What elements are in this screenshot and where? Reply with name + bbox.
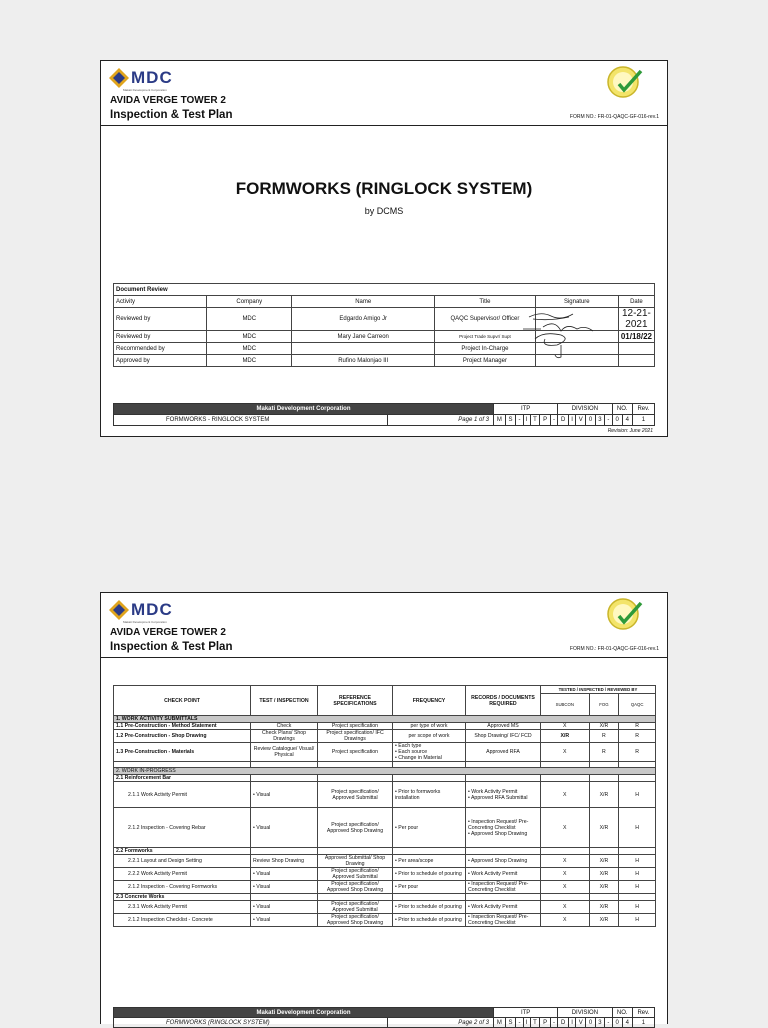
code-char: - [516,415,523,426]
code-char: - [550,415,557,426]
code-char: 3 [595,415,604,426]
qaqc: H [619,881,656,894]
code-char: 0 [612,415,622,426]
revision-note: Revision: June 2021 [607,428,653,434]
subcon: X [541,868,590,881]
th-qaqc: QAQC [619,693,656,716]
section-header: 1. WORK ACTIVITY SUBMITTALS [114,716,656,723]
code-char: 4 [622,1018,632,1028]
review-company: MDC [207,308,292,331]
col-title: Title [435,296,536,308]
code-char: 0 [586,1018,595,1028]
th-test: TEST / INSPECTION [251,686,318,716]
subcon: X [541,723,590,730]
code-char: 3 [595,1018,604,1028]
code-char: I [523,1018,530,1028]
document-page-2 [100,592,668,1024]
footer-itp-label: ITP [494,404,558,415]
footer-corp: Makati Development Corporation [114,404,494,415]
code-char: D [558,415,569,426]
document-title: FORMWORKS (RINGLOCK SYSTEM) [235,179,533,198]
records: Approved RFA [466,743,541,762]
record-item: • Work Activity Permit [468,788,518,795]
document-type: Inspection & Test Plan [110,109,233,121]
review-title: Project In-Charge [435,343,536,355]
qaqc: H [619,855,656,868]
frequency-item: • Each type [395,743,422,749]
footer-table [113,403,655,426]
logo-subtext: Makati Development Corporation [123,88,167,92]
review-name: Edgardo Amigo Jr [292,308,435,331]
footer-division-label: DIVISION [558,1008,612,1018]
header-divider [101,657,667,658]
col-name: Name [292,296,435,308]
code-char: I [569,1018,576,1028]
reference: Project specification/ IFC Drawings [318,730,393,743]
records: • Work Activity Permit [466,868,541,881]
logo-text: MDC [131,68,173,87]
frequency-item: • Change in Material [395,755,442,761]
review-title: Project Trade Supvr/ Supt [435,331,536,343]
col-company: Company [207,296,292,308]
test: • Visual [251,868,318,881]
document-page-1 [100,60,668,437]
review-date [618,343,654,355]
table-row [114,730,656,743]
handwritten-signatures [521,309,601,359]
code-char: 0 [612,1018,622,1028]
subcon: X [541,855,590,868]
footer-page: Page 1 of 3 [388,415,494,426]
qaqc: R [619,743,656,762]
review-activity: Reviewed by [114,331,207,343]
review-date: 12-21-2021 [618,308,654,331]
frequency: • Prior to schedule of pouring [393,868,466,881]
records: • Approved Shop Drawing [466,855,541,868]
review-name: Rufino Malonjao III [292,355,435,367]
test: • Visual [251,782,318,808]
review-title: QAQC Supervisor/ Officer [435,308,536,331]
footer-itp-label: ITP [494,1008,558,1018]
project-name: AVIDA VERGE TOWER 2 [110,95,226,106]
document-type: Inspection & Test Plan [110,641,233,653]
footer-no-label: NO. [612,404,632,415]
record-item: • Inspection Request/ Pre-Concreting Checklist [468,818,529,831]
test: • Visual [251,808,318,848]
footer-doc-name: FORMWORKS - RINGLOCK SYSTEM [114,415,388,426]
check-point: 2.1.1 Work Activity Permit [114,782,251,808]
table-row [114,808,656,848]
qaqc: H [619,868,656,881]
code-char: I [523,415,530,426]
subcon: X [541,901,590,914]
review-activity: Approved by [114,355,207,367]
form-number: FORM NO.: FR-01-QAQC-GF-016-rev.1 [569,114,659,120]
subcon: X [541,808,590,848]
ethics-seal-icon [605,65,645,99]
fog: R [589,743,619,762]
subcon: X [541,743,590,762]
check-point: 1.2 Pre-Construction - Shop Drawing [114,730,251,743]
code-char: 1 [632,1018,654,1028]
th-frequency: FREQUENCY [393,686,466,716]
code-char: - [550,1018,557,1028]
th-records: RECORDS / DOCUMENTS REQUIRED [466,686,541,716]
review-activity: Recommended by [114,343,207,355]
frequency: per type of work [393,723,466,730]
footer-no-label: NO. [612,1008,632,1018]
code-char: S [505,1018,515,1028]
fog: X/R [589,782,619,808]
frequency: • Prior to formworks installation [393,782,466,808]
reference: Project specification/ Approved Shop Drawing [318,914,393,927]
qaqc: H [619,782,656,808]
subsection-header: 2.3 Concrete Works [114,894,251,901]
frequency: • Prior to schedule of pouring [393,901,466,914]
review-date: 01/18/22 [618,331,654,343]
test: Check Plans/ Shop Drawings [251,730,318,743]
frequency: • Per area/scope [393,855,466,868]
review-name: Mary Jane Carreon [292,331,435,343]
qaqc: H [619,808,656,848]
footer-corp: Makati Development Corporation [114,1008,494,1018]
mdc-logo [109,597,173,623]
frequency: • Prior to schedule of pouring [393,914,466,927]
logo-text: MDC [131,600,173,619]
records: • Work Activity Permit [466,901,541,914]
table-row [114,855,656,868]
qaqc: H [619,901,656,914]
table-row [114,743,656,762]
reference: Approved Submittal/ Shop Drawing [318,855,393,868]
th-subcon: SUBCON [541,693,590,716]
code-char: T [530,415,540,426]
fog: X/R [589,855,619,868]
frequency-item: • Each source [395,749,428,755]
test: Review Shop Drawing [251,855,318,868]
fog: X/R [589,914,619,927]
check-point: 2.3.1 Work Activity Permit [114,901,251,914]
fog: X/R [589,868,619,881]
th-reference: REFERENCE SPECIFICATIONS [318,686,393,716]
code-char: 0 [586,415,595,426]
records: Approved MS [466,723,541,730]
reference: Project specification/ Approved Shop Drawing [318,808,393,848]
footer-doc-name: FORMWORKS (RINGLOCK SYSTEM) [114,1018,388,1028]
record-item: • Approved RFA Submittal [468,794,528,801]
fog: X/R [589,723,619,730]
logo-subtext: Makati Development Corporation [123,620,167,624]
footer-rev-label: Rev. [632,404,654,415]
code-char: 4 [622,415,632,426]
code-char: - [605,415,612,426]
review-company: MDC [207,343,292,355]
check-point: 1.1 Pre-Construction - Method Statement [114,723,251,730]
test: • Visual [251,914,318,927]
reference: Project specification/ Approved Submittal [318,868,393,881]
review-date [618,355,654,367]
reference: Project specification/ Approved Submittal [318,901,393,914]
qaqc: R [619,730,656,743]
form-number: FORM NO.: FR-01-QAQC-GF-016-rev.1 [569,646,659,652]
qaqc: R [619,723,656,730]
table-row [114,782,656,808]
check-point: 2.1.2 Inspection Checklist - Concrete [114,914,251,927]
code-char: - [516,1018,523,1028]
table-row [114,881,656,894]
table-row [114,723,656,730]
col-date: Date [618,296,654,308]
footer-page: Page 2 of 3 [388,1018,494,1028]
fog: X/R [589,881,619,894]
code-char: V [576,415,586,426]
table-row [114,914,656,927]
subcon: X [541,914,590,927]
project-name: AVIDA VERGE TOWER 2 [110,627,226,638]
table-row [114,901,656,914]
review-heading: Document Review [114,284,655,296]
fog: X/R [589,901,619,914]
code-char: D [558,1018,569,1028]
records: Shop Drawing/ IFC/ FCD [466,730,541,743]
test: • Visual [251,881,318,894]
frequency: • Per pour [393,808,466,848]
frequency [393,743,466,762]
check-point: 2.2.2 Work Activity Permit [114,868,251,881]
header-divider [101,125,667,126]
footer-table [113,1007,655,1028]
mdc-logo-icon [109,600,129,620]
footer-rev-label: Rev. [632,1008,654,1018]
th-check-point: CHECK POINT [114,686,251,716]
col-signature: Signature [535,296,618,308]
footer-division-label: DIVISION [558,404,612,415]
th-fog: FOG [589,693,619,716]
records: • Inspection Request/ Pre-Concreting Checklist [466,914,541,927]
reference: Project specification/ Approved Shop Drawing [318,881,393,894]
test: Review Catalogue/ Visual/ Physical [251,743,318,762]
code-char: P [540,415,550,426]
test: Check [251,723,318,730]
subcon: X [541,782,590,808]
ethics-seal-icon [605,597,645,631]
record-item: • Approved Shop Drawing [468,830,528,837]
section-header: 2. WORK IN-PROGRESS [114,768,656,775]
check-point: 1.3 Pre-Construction - Materials [114,743,251,762]
th-tested-by: TESTED / INSPECTED / REVIEWED BY [541,686,656,694]
test: • Visual [251,901,318,914]
check-point: 2.1.2 Inspection - Covering Rebar [114,808,251,848]
reference: Project specification [318,723,393,730]
code-char: P [540,1018,550,1028]
fog: R [589,730,619,743]
reference: Project specification/ Approved Submittal [318,782,393,808]
qaqc: H [619,914,656,927]
code-char: 1 [632,415,654,426]
code-char: T [530,1018,540,1028]
records [466,782,541,808]
records: • Inspection Request/ Pre-Concreting Checklist [466,881,541,894]
table-row [114,868,656,881]
frequency: • Per pour [393,881,466,894]
review-title: Project Manager [435,355,536,367]
itp-table [113,685,656,927]
check-point: 2.1.2 Inspection - Covering Formworks [114,881,251,894]
code-char: - [605,1018,612,1028]
review-name [292,343,435,355]
code-char: V [576,1018,586,1028]
subsection-header: 2.2 Formworks [114,848,251,855]
subcon: X [541,881,590,894]
fog: X/R [589,808,619,848]
code-char: S [505,415,515,426]
review-company: MDC [207,355,292,367]
mdc-logo-icon [109,68,129,88]
document-byline: by DCMS [364,206,404,216]
code-char: M [494,1018,506,1028]
reference: Project specification [318,743,393,762]
review-activity: Reviewed by [114,308,207,331]
col-activity: Activity [114,296,207,308]
code-char: I [569,415,576,426]
code-char: M [494,415,506,426]
check-point: 2.2.1 Layout and Design Setting [114,855,251,868]
frequency: per scope of work [393,730,466,743]
subcon: X/R [541,730,590,743]
review-company: MDC [207,331,292,343]
mdc-logo [109,65,173,91]
subsection-header: 2.1 Reinforcement Bar [114,775,251,782]
records [466,808,541,848]
